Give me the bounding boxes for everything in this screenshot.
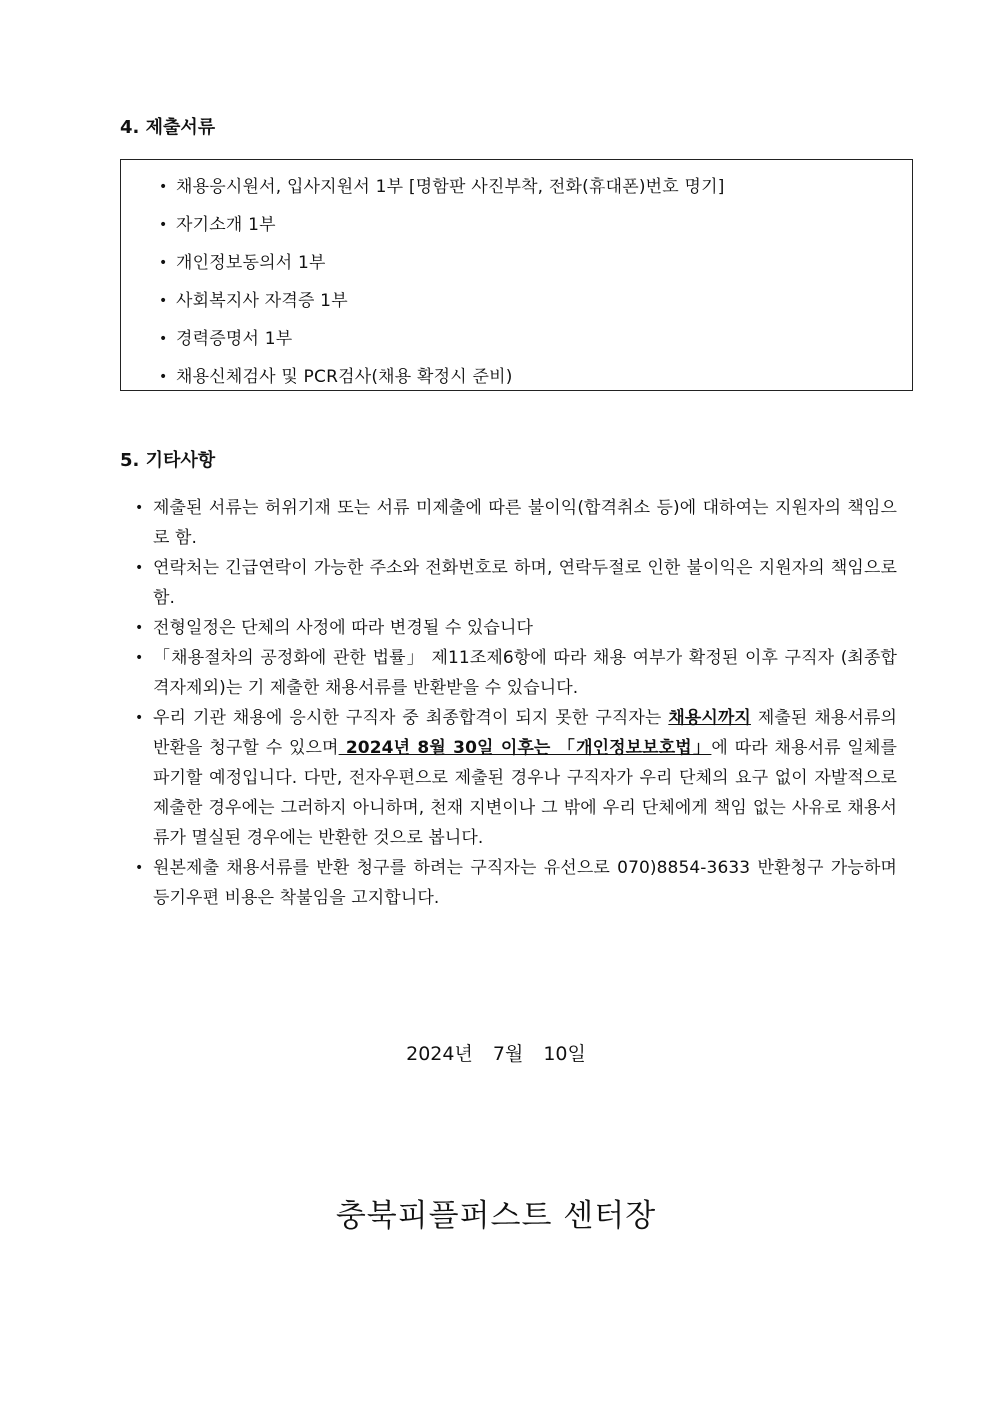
note-item: • 전형일정은 단체의 사정에 따라 변경될 수 있습니다: [135, 613, 897, 643]
note-item: • 「채용절차의 공정화에 관한 법률」 제11조제6항에 따라 채용 여부가 확정된 이후 구직자 (최종합격자제외)는 기 제출한 채용서류를 반환받을 수 있습니다.: [135, 643, 897, 703]
notes-list: [135, 493, 897, 913]
section-5-heading: 5. 기타사항: [120, 450, 216, 471]
required-documents-box: [120, 159, 913, 391]
signature-line: 충북피플퍼스트 센터장: [335, 1198, 657, 1234]
document-date: 2024년 7월 10일: [406, 1043, 586, 1065]
note-item: • 원본제출 채용서류를 반환 청구를 하려는 구직자는 유선으로 070)8854-3633 반환청구 가능하며 등기우편 비용은 착불임을 고지합니다.: [135, 853, 897, 913]
note-item: • 연락처는 긴급연락이 가능한 주소와 전화번호로 하며, 연락두절로 인한 불이익은 지원자의 책임으로 함.: [135, 553, 897, 613]
list-item: • 채용응시원서, 입사지원서 1부 [명함판 사진부착, 전화(휴대폰)번호 명기]: [159, 168, 725, 206]
emphasis-deadline: 채용시까지: [668, 708, 751, 728]
list-item: • 개인정보동의서 1부: [159, 244, 725, 282]
required-documents-list: [159, 168, 725, 396]
list-item: • 자기소개 1부: [159, 206, 725, 244]
note-text: 에 따라 채용서류 일체를 파기할 예정입니다. 다만, 전자우편으로 제출된 경우나 구직자가 우리 단체의 요구 없이 자발적으로 제출한 경우에는 그러하지 아니하며, 천재 지변이나 그 밖에 우리 단체에게 책임 없는 사유로 채용서류가 멸실된 경우에는 반환한 것으로 봅니다.: [153, 738, 897, 848]
section-4-heading: 4. 제출서류: [120, 117, 216, 138]
note-text: 우리 기관 채용에 응시한 구직자 중 최종합격이 되지 못한 구직자는: [153, 708, 669, 728]
note-item-document-return: [135, 703, 897, 853]
note-item: • 제출된 서류는 허위기재 또는 서류 미제출에 따른 불이익(합격취소 등)에 대하여는 지원자의 책임으로 함.: [135, 493, 897, 553]
list-item: • 경력증명서 1부: [159, 320, 725, 358]
note-text: 제출된 채용서류의 반환을 청구할 수 있으며: [153, 708, 897, 758]
list-item: • 채용신체검사 및 PCR검사(채용 확정시 준비): [159, 358, 725, 396]
emphasis-privacy-law: 2024년 8월 30일 이후는 「개인정보보호법」: [338, 738, 712, 758]
list-item: • 사회복지사 자격증 1부: [159, 282, 725, 320]
